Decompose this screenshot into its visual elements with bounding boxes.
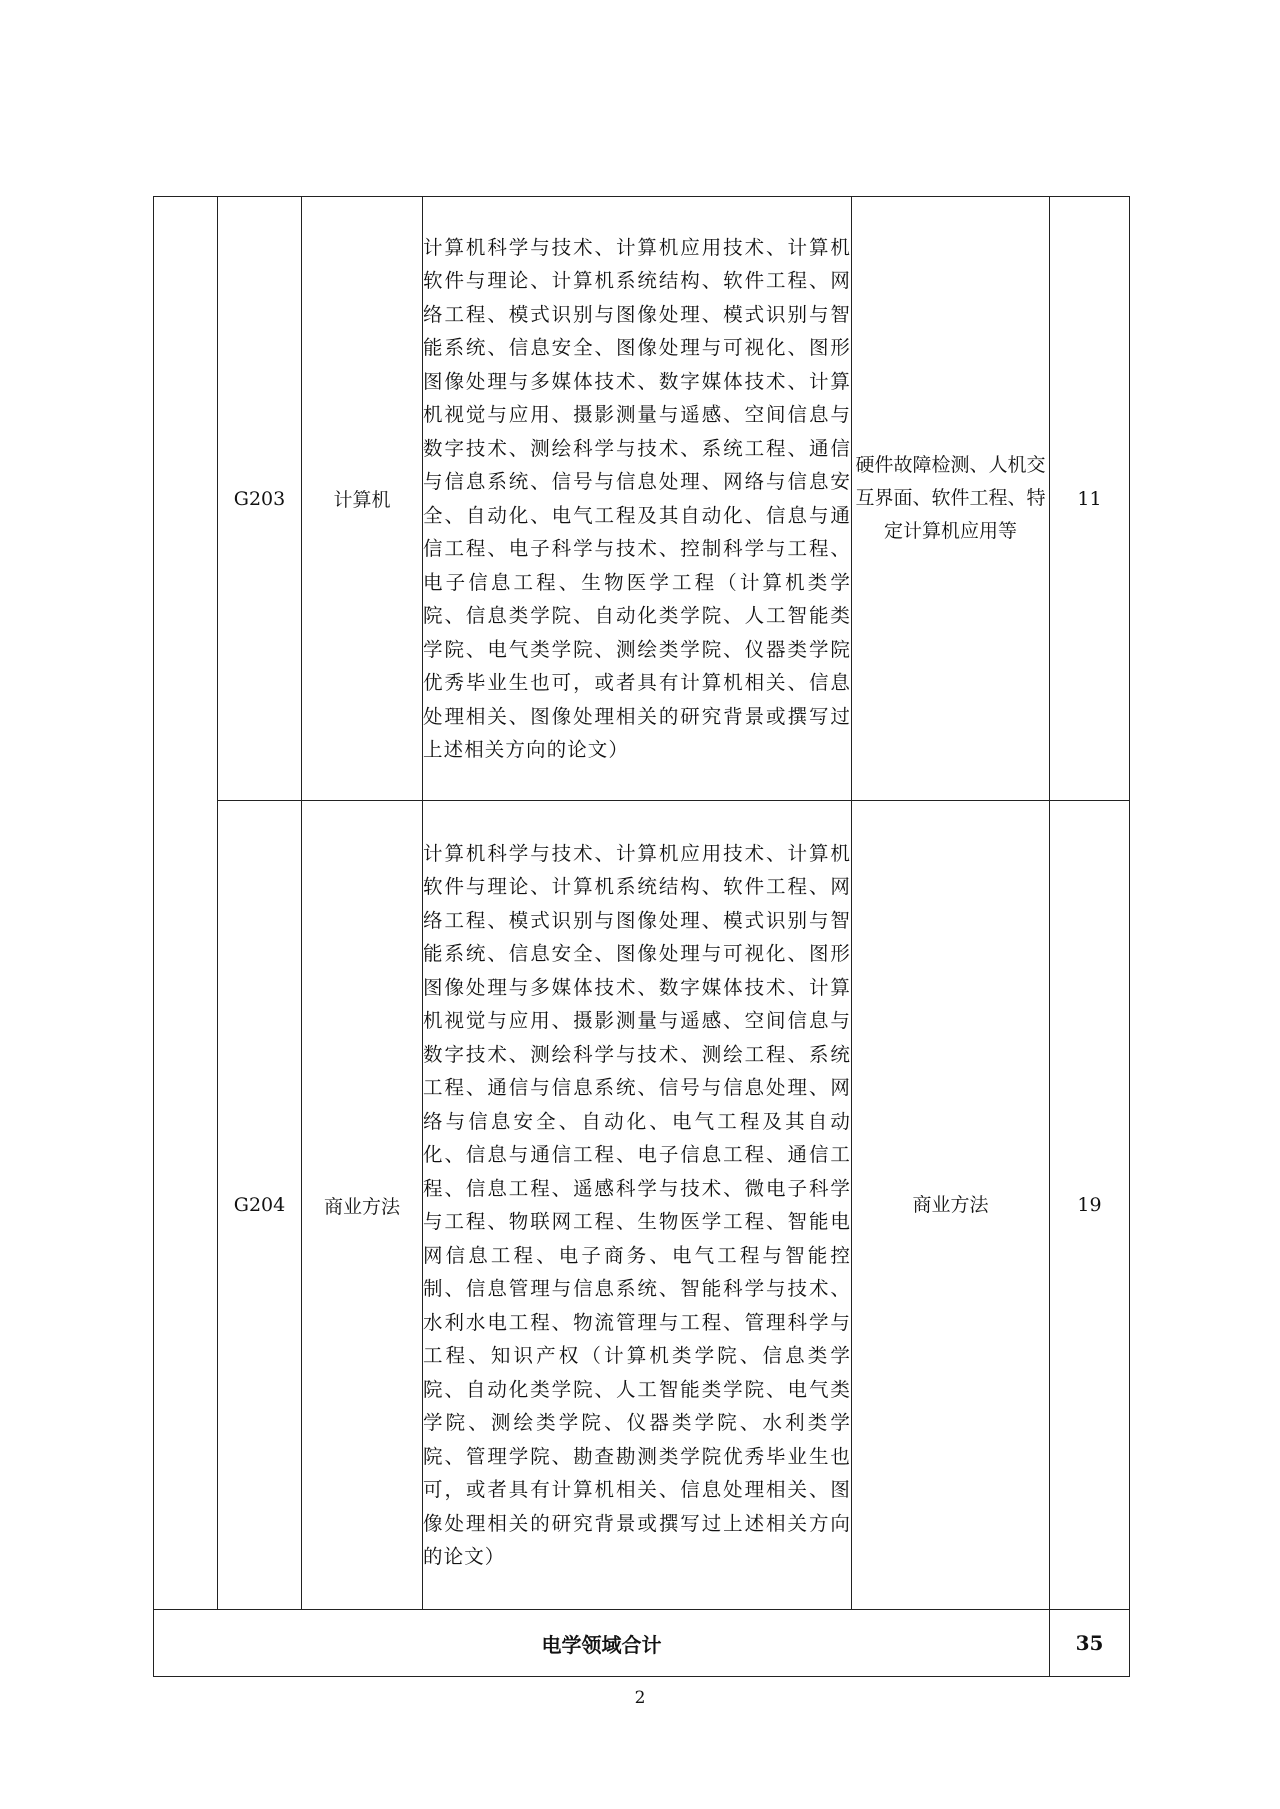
major-requirements: 计算机科学与技术、计算机应用技术、计算机软件与理论、计算机系统结构、软件工程、网络工程、模式识别与图像处理、模式识别与智能系统、信息安全、图像处理与可视化、图形图像处理与多媒体技术、数字媒体技术、计算机视觉与应用、摄影测量与遥感、空间信息与数字技术、测绘科学与技术、系统工程、通信与信息系统、信号与信息处理、网络与信息安全、自动化、电气工程及其自动化、信息与通信工程、电子科学与技术、控制科学与工程、电子信息工程、生物医学工程（计算机类学院、信息类学院、自动化类学院、人工智能类学院、电气类学院、测绘类学院、仪器类学院优秀毕业生也可，或者具有计算机相关、信息处理相关、图像处理相关的研究背景或撰写过上述相关方向的论文） [423, 197, 852, 801]
total-row [154, 1610, 1130, 1677]
total-value: 35 [1050, 1610, 1130, 1677]
major-requirements: 计算机科学与技术、计算机应用技术、计算机软件与理论、计算机系统结构、软件工程、网络工程、模式识别与图像处理、模式识别与智能系统、信息安全、图像处理与可视化、图形图像处理与多媒体技术、数字媒体技术、计算机视觉与应用、摄影测量与遥感、空间信息与数字技术、测绘科学与技术、测绘工程、系统工程、通信与信息系统、信号与信息处理、网络与信息安全、自动化、电气工程及其自动化、信息与通信工程、电子信息工程、通信工程、信息工程、遥感科学与技术、微电子科学与工程、物联网工程、生物医学工程、智能电网信息工程、电子商务、电气工程与智能控制、信息管理与信息系统、智能科学与技术、水利水电工程、物流管理与工程、管理科学与工程、知识产权（计算机类学院、信息类学院、自动化类学院、人工智能类学院、电气类学院、测绘类学院、仪器类学院、水利类学院、管理学院、勘查勘测类学院优秀毕业生也可，或者具有计算机相关、信息处理相关、图像处理相关的研究背景或撰写过上述相关方向的论文） [423, 801, 852, 1610]
page-number: 2 [634, 1688, 646, 1708]
dept-code: G203 [218, 197, 302, 801]
total-label: 电学领域合计 [154, 1610, 1050, 1677]
research-direction: 硬件故障检测、人机交互界面、软件工程、特定计算机应用等 [852, 197, 1050, 801]
dept-name: 计算机 [302, 197, 423, 801]
dept-name: 商业方法 [302, 801, 423, 1610]
recruit-count: 19 [1050, 801, 1130, 1610]
dept-code: G204 [218, 801, 302, 1610]
recruit-count: 11 [1050, 197, 1130, 801]
recruitment-table [153, 196, 1130, 1677]
table-row [154, 801, 1130, 1610]
research-direction: 商业方法 [852, 801, 1050, 1610]
domain-cell-blank [154, 197, 218, 1610]
table-row [154, 197, 1130, 801]
